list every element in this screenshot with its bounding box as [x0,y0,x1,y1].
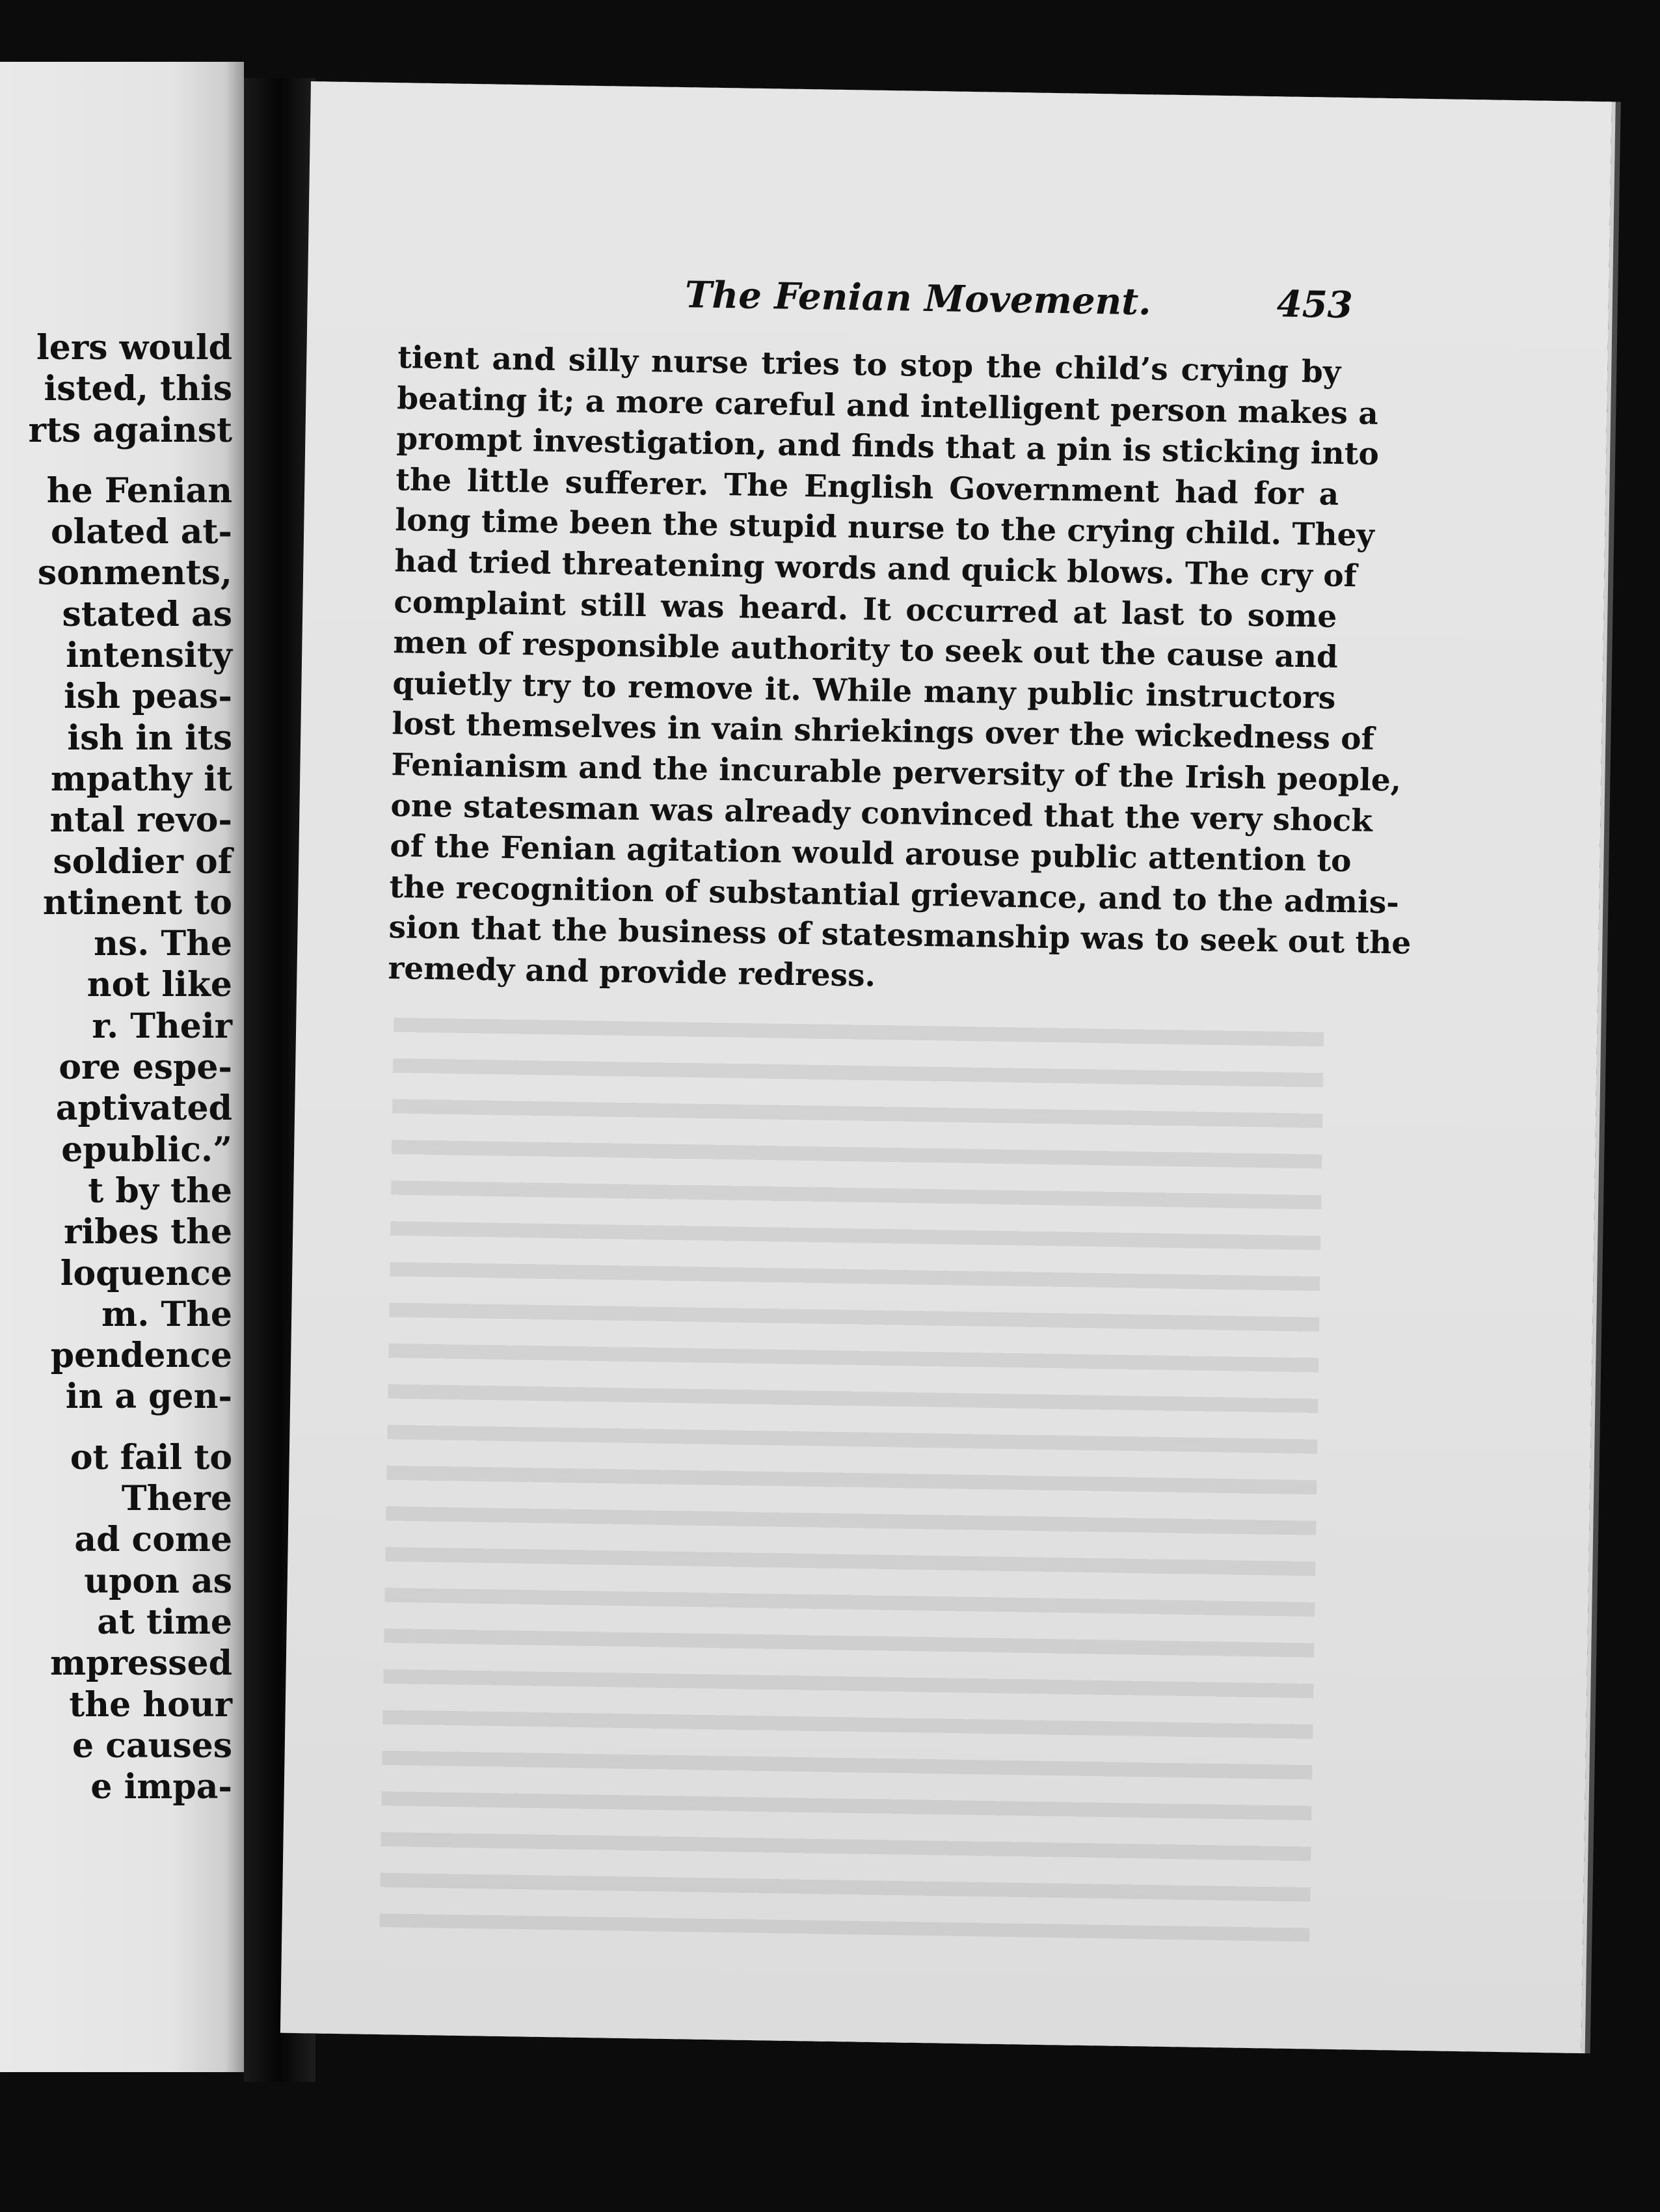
text-line: not like [87,965,232,1005]
text-line: ntal revo- [49,800,232,841]
page-number: 453 [1276,282,1354,327]
text-line: the hour [69,1684,232,1725]
text-line: upon as [84,1561,232,1601]
reverse-side-show-through [379,1003,1324,1941]
text-line: of the Fenian agitation would arouse public attention to [390,828,1352,880]
text-line: remedy and provide redress. [388,950,876,994]
text-line: long time been the stupid nurse to the crying child. They [394,502,1375,554]
text-line: prompt investigation, and finds that a pin is sticking into [395,421,1380,473]
text-line: Fenianism and the incurable perversity of the Irish people, [391,747,1402,799]
text-line: ish peas- [64,677,232,717]
body-text [388,338,1412,1004]
text-line: stated as [62,594,232,634]
text-line: had tried threatening words and quick blows. The cry of [394,543,1358,595]
text-line: ntinent to [42,882,232,923]
text-line: e causes [72,1725,232,1766]
text-line: mpathy it [51,759,232,799]
left-page-text [0,327,232,1807]
text-line: epublic.” [61,1129,232,1170]
text-line: men of responsible authority to seek out the cause and [393,625,1339,676]
text-line: lost themselves in vain shriekings over the wickedness of [392,706,1375,758]
text-line: ad come [74,1520,232,1560]
text-line: tient and silly nurse tries to stop the child’s crying by [397,340,1341,390]
running-head [307,267,1609,340]
text-line: ish in its [67,718,232,758]
text-line: ot fail to [70,1437,232,1477]
text-line: mpressed [50,1643,232,1684]
text-line: lers would [36,328,232,368]
text-line: isted, this [44,369,232,409]
text-line: in a gen- [65,1377,232,1417]
text-line: ribes the [64,1212,232,1252]
text-line: quietly try to remove it. While many public instructors [392,665,1336,716]
text-line: intensity [66,636,232,676]
text-line: complaint still was heard. It occurred at last to some [394,584,1337,635]
text-line: he Fenian [46,470,232,511]
text-line: sion that the business of statesmanship was to seek out the [388,910,1412,962]
text-line: rts against [28,410,232,450]
main-page [280,81,1612,2053]
text-line: soldier of [53,841,232,882]
text-line: beating it; a more careful and intelligent person makes a [396,380,1379,432]
running-title: The Fenian Movement. [684,273,1152,324]
left-page [0,62,244,2072]
text-line: the recognition of substantial grievance, and to the admis- [389,869,1400,921]
text-line: ns. The [94,924,232,964]
text-line: r. Their [92,1006,232,1046]
text-line: olated at- [51,512,232,552]
text-line: the little sufferer. The English Government had for a [395,461,1339,513]
text-line: loquence [60,1253,232,1293]
text-line: sonments, [37,553,232,593]
text-line: There [121,1479,232,1519]
text-line: aptivated [55,1088,232,1129]
text-line: ore espe- [59,1047,232,1088]
text-line: one statesman was already convinced that the very shock [390,787,1373,839]
text-line: m. The [101,1294,232,1334]
text-line: at time [97,1602,232,1642]
text-line: t by the [88,1170,232,1211]
text-line: pendence [50,1336,232,1376]
text-line: e impa- [90,1767,232,1807]
